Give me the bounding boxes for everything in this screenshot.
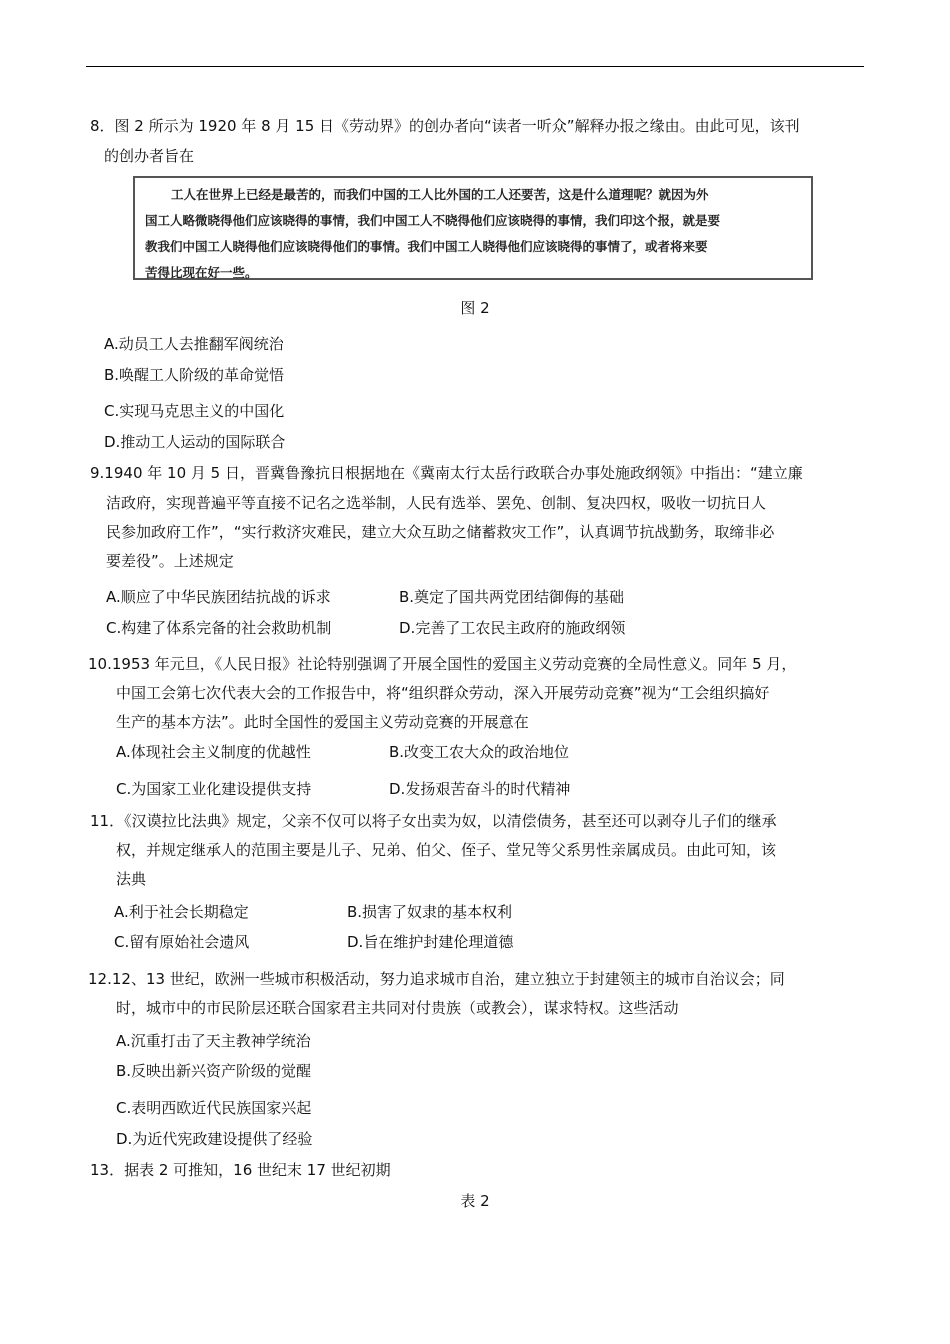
quote-line: 国工人略微晓得他们应该晓得的事情，我们中国工人不晓得他们应该晓得的事情，我们印这个报，就是要 <box>145 213 721 228</box>
q12-option-a: A.沉重打击了天主教神学统治 <box>116 1032 311 1050</box>
q8-option-c: C.实现马克思主义的中国化 <box>104 402 285 420</box>
q9-option-d: D.完善了工农民主政府的施政纲领 <box>399 619 626 637</box>
q12-option-d: D.为近代宪政建设提供了经验 <box>116 1130 313 1148</box>
q12-stem-line-1: 12.12、13 世纪，欧洲一些城市积极活动，努力追求城市自治，建立独立于封建领主的城市自治议会；同 <box>88 970 785 988</box>
q11-option-a: A.利于社会长期稳定 <box>114 903 249 921</box>
figure-2-caption: 图 2 <box>460 299 490 317</box>
q12-stem-line-2: 时，城市中的市民阶层还联合国家君主共同对付贵族（或教会），谋求特权。这些活动 <box>116 999 679 1017</box>
q9-stem-line-3: 民参加政府工作”，“实行救济灾难民，建立大众互助之储蓄救灾工作”，认真调节抗战勤务，取缔非必 <box>106 523 775 541</box>
q9-stem-line-1: 9.1940 年 10 月 5 日，晋冀鲁豫抗日根据地在《冀南太行太岳行政联合办事处施政纲领》中指出：“建立廉 <box>90 464 803 482</box>
quote-line: 苦得比现在好一些。 <box>145 265 258 280</box>
q12-option-c: C.表明西欧近代民族国家兴起 <box>116 1099 312 1117</box>
q12-option-b: B.反映出新兴资产阶级的觉醒 <box>116 1062 312 1080</box>
q9-option-a: A.顺应了中华民族团结抗战的诉求 <box>106 588 331 606</box>
q8-option-b: B.唤醒工人阶级的革命觉悟 <box>104 366 285 384</box>
q11-option-c: C.留有原始社会遗风 <box>114 933 250 951</box>
q13-stem: 13．据表 2 可推知，16 世纪末 17 世纪初期 <box>90 1161 391 1179</box>
q10-option-a: A.体现社会主义制度的优越性 <box>116 743 311 761</box>
q8-stem-line-1: 8．图 2 所示为 1920 年 8 月 15 日《劳动界》的创办者向“读者一听众”解释办报之缘由。由此可见，该刊 <box>90 117 800 135</box>
q9-option-b: B.奠定了国共两党团结御侮的基础 <box>399 588 625 606</box>
quote-line: 教我们中国工人晓得他们应该晓得他们的事情。我们中国工人晓得他们应该晓得的事情了，或者将来要 <box>145 239 708 254</box>
q10-stem-line-1: 10.1953 年元旦，《人民日报》社论特别强调了开展全国性的爱国主义劳动竞赛的全局性意义。同年 5 月， <box>88 655 797 673</box>
q9-stem-line-4: 要差役”。上述规定 <box>106 552 234 570</box>
table-2-caption: 表 2 <box>460 1192 490 1210</box>
q10-option-c: C.为国家工业化建设提供支持 <box>116 780 312 798</box>
q11-option-d: D.旨在维护封建伦理道德 <box>347 933 514 951</box>
q10-stem-line-3: 生产的基本方法”。此时全国性的爱国主义劳动竞赛的开展意在 <box>116 713 529 731</box>
q11-stem-line-1: 11．《汉谟拉比法典》规定，父亲不仅可以将子女出卖为奴，以清偿债务，甚至还可以剥夺儿子们的继承 <box>90 812 777 830</box>
q11-stem-line-2: 权，并规定继承人的范围主要是儿子、兄弟、伯父、侄子、堂兄等父系男性亲属成员。由此可知，该 <box>116 841 777 859</box>
header-rule <box>86 66 864 67</box>
q11-option-b: B.损害了奴隶的基本权利 <box>347 903 513 921</box>
q9-stem-line-2: 洁政府，实现普遍平等直接不记名之选举制，人民有选举、罢免、创制、复决四权，吸收一切抗日人 <box>106 494 767 512</box>
q11-stem-line-3: 法典 <box>116 870 147 888</box>
q9-option-c: C.构建了体系完备的社会救助机制 <box>106 619 332 637</box>
q8-stem-line-2: 的创办者旨在 <box>104 147 195 165</box>
q8-option-a: A.动员工人去推翻军阀统治 <box>104 335 284 353</box>
figure-2-quote-box <box>133 176 813 280</box>
quote-line: 工人在世界上已经是最苦的，而我们中国的工人比外国的工人还要苦，这是什么道理呢？就因为外 <box>171 187 709 202</box>
q8-option-d: D.推动工人运动的国际联合 <box>104 433 286 451</box>
q10-stem-line-2: 中国工会第七次代表大会的工作报告中，将“组织群众劳动，深入开展劳动竞赛”视为“工会组织搞好 <box>116 684 770 702</box>
q10-option-b: B.改变工农大众的政治地位 <box>389 743 570 761</box>
q10-option-d: D.发扬艰苦奋斗的时代精神 <box>389 780 571 798</box>
